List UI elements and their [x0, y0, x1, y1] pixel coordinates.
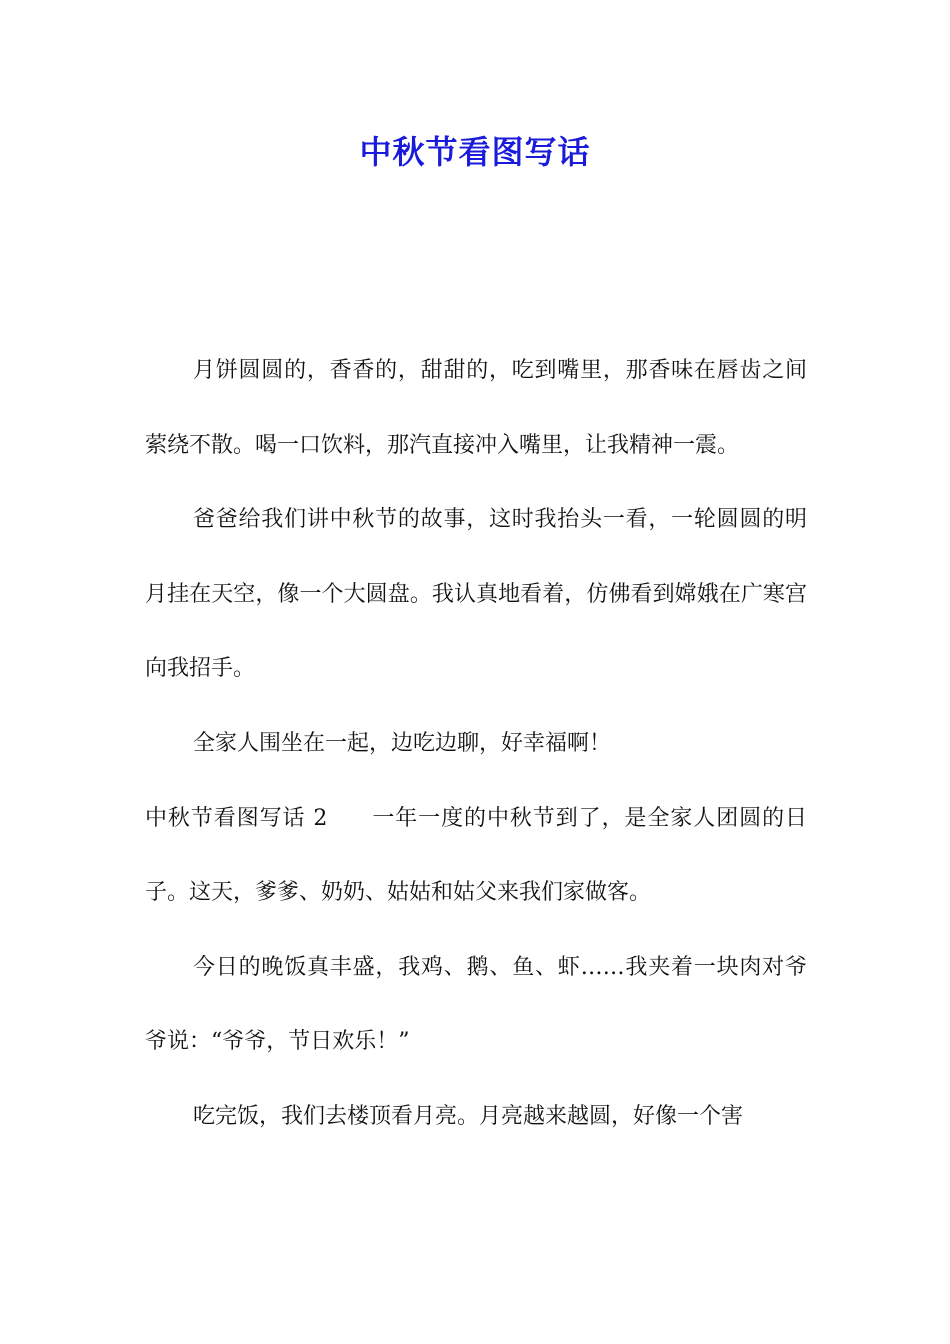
paragraph-family: 全家人围坐在一起，边吃边聊，好幸福啊！: [193, 730, 612, 756]
document-body: [145, 334, 807, 1155]
section2-heading: 中秋节看图写话 2: [145, 805, 328, 831]
paragraph-moon: 吃完饭，我们去楼顶看月亮。月亮越来越圆，好像一个害: [193, 1103, 744, 1129]
paragraph-mooncake: 月饼圆圆的，香香的，甜甜的，吃到嘴里，那香味在唇齿之间萦绕不散。喝一口饮料，那汽直接冲入嘴里，让我精神一震。: [145, 358, 807, 458]
paragraph-dinner: 今日的晚饭真丰盛，我鸡、鹅、鱼、虾……我夹着一块肉对爷爷说：“爷爷，节日欢乐！”: [145, 954, 807, 1055]
section2-paragraph: [145, 782, 807, 931]
page-title: 中秋节看图写话: [359, 133, 591, 171]
section2-lead-text: 一年一度的中秋节到了，是全家人团圆的日子。这天，爹爹、奶奶、姑姑和姑父来我们家做客。: [145, 805, 807, 906]
paragraph-story: 爸爸给我们讲中秋节的故事，这时我抬头一看，一轮圆圆的明月挂在天空，像一个大圆盘。我认真地看着，仿佛看到嫦娥在广寒宫向我招手。: [145, 507, 807, 682]
